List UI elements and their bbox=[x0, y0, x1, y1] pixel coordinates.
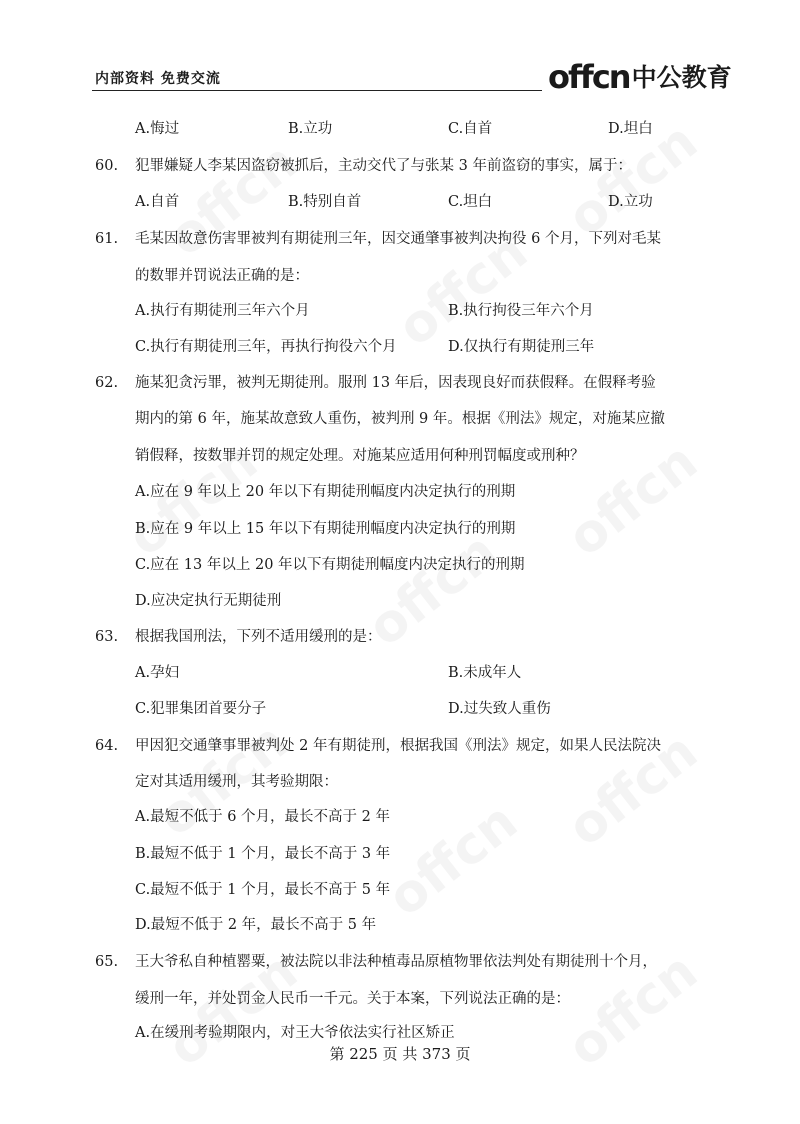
question-number: 60. bbox=[95, 158, 119, 174]
option-a: C.最短不低于 1 个月，最长不高于 5 年 bbox=[135, 882, 391, 898]
option-a: A.应在 9 年以上 20 年以下有期徒刑幅度内决定执行的刑期 bbox=[135, 484, 516, 500]
question-text: 毛某因故意伤害罪被判有期徒刑三年，因交通肇事被判决拘役 6 个月，下列对毛某 bbox=[135, 231, 661, 247]
question-text: 王大爷私自种植罂粟，被法院以非法种植毒品原植物罪依法判处有期徒刑十个月， bbox=[135, 954, 657, 970]
option-d: D.坦白 bbox=[608, 121, 653, 137]
question-text: 定对其适用缓刑，其考验期限： bbox=[135, 774, 338, 790]
question-text: 销假释，按数罪并罚的规定处理。对施某应适用何种刑罚幅度或刑种？ bbox=[135, 448, 585, 464]
header-label: 内部资料 免费交流 bbox=[95, 71, 221, 87]
option-a: B.应在 9 年以上 15 年以下有期徒刑幅度内决定执行的刑期 bbox=[135, 521, 516, 537]
option-a: A.最短不低于 6 个月，最长不高于 2 年 bbox=[135, 809, 390, 825]
offcn-logo bbox=[548, 58, 732, 94]
option-c: B.未成年人 bbox=[448, 665, 522, 681]
logo-cn: 中公教育 bbox=[631, 63, 732, 92]
option-d: D.立功 bbox=[608, 194, 653, 210]
question-text: 缓刑一年，并处罚金人民币一千元。关于本案，下列说法正确的是： bbox=[135, 991, 570, 1007]
question-text: 甲因犯交通肇事罪被判处 2 年有期徒刑，根据我国《刑法》规定，如果人民法院决 bbox=[135, 738, 661, 754]
option-a: D.应决定执行无期徒刑 bbox=[135, 593, 282, 609]
option-a: C.执行有期徒刑三年，再执行拘役六个月 bbox=[135, 339, 397, 355]
option-a: D.最短不低于 2 年，最长不高于 5 年 bbox=[135, 917, 377, 933]
watermark-logo bbox=[377, 792, 529, 929]
question-text: 期内的第 6 年，施某故意致人重伤，被判刑 9 年。根据《刑法》规定，对施某应撤 bbox=[135, 411, 665, 427]
question-text: 根据我国刑法，下列不适用缓刑的是： bbox=[135, 629, 382, 645]
option-a: A.执行有期徒刑三年六个月 bbox=[135, 303, 310, 319]
logo-latin: offcn bbox=[548, 58, 630, 96]
option-a: B.最短不低于 1 个月，最长不高于 3 年 bbox=[135, 846, 391, 862]
option-c: D.过失致人重伤 bbox=[448, 701, 551, 717]
option-c: D.仅执行有期徒刑三年 bbox=[448, 339, 595, 355]
option-a: A.孕妇 bbox=[135, 665, 180, 681]
option-c: C.自首 bbox=[448, 121, 493, 137]
option-b: B.特别自首 bbox=[288, 194, 362, 210]
option-c: B.执行拘役三年六个月 bbox=[448, 303, 594, 319]
option-a: C.犯罪集团首要分子 bbox=[135, 701, 267, 717]
option-a: A.在缓刑考验期限内，对王大爷依法实行社区矫正 bbox=[135, 1025, 455, 1041]
question-text: 的数罪并罚说法正确的是： bbox=[135, 268, 309, 284]
option-a: C.应在 13 年以上 20 年以下有期徒刑幅度内决定执行的刑期 bbox=[135, 557, 525, 573]
option-a: A.自首 bbox=[135, 194, 180, 210]
question-number: 62. bbox=[95, 375, 119, 391]
question-text: 犯罪嫌疑人李某因盗窃被抓后，主动交代了与张某 3 年前盗窃的事实，属于： bbox=[135, 158, 632, 174]
header-rule bbox=[92, 90, 542, 91]
question-number: 64. bbox=[95, 738, 119, 754]
page-footer: 第 225 页 共 373 页 bbox=[329, 1045, 471, 1063]
question-number: 61. bbox=[95, 231, 119, 247]
question-number: 65. bbox=[95, 954, 119, 970]
option-a: A.悔过 bbox=[135, 121, 180, 137]
question-text: 施某犯贪污罪，被判无期徒刑。服刑 13 年后，因表现良好而获假释。在假释考验 bbox=[135, 375, 656, 391]
question-number: 63. bbox=[95, 629, 119, 645]
option-c: C.坦白 bbox=[448, 194, 493, 210]
option-b: B.立功 bbox=[288, 121, 333, 137]
